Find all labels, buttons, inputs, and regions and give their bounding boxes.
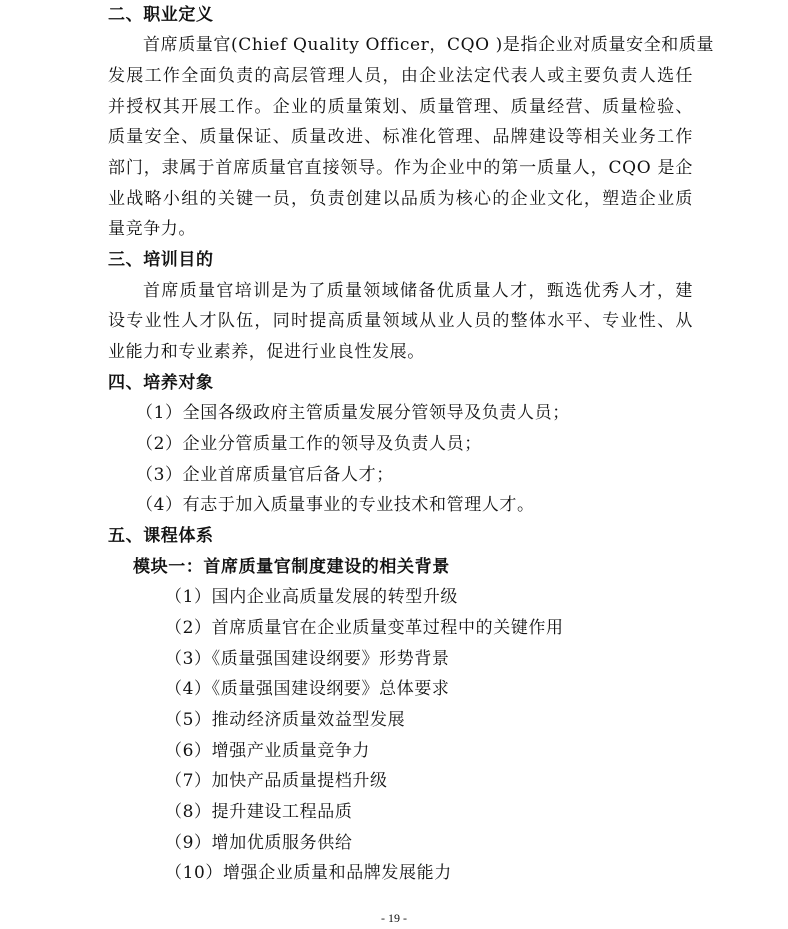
list-item: （4）有志于加入质量事业的专业技术和管理人才。 — [136, 495, 535, 515]
module-item: （3）《质量强国建设纲要》形势背景 — [165, 649, 450, 669]
paragraph-line: 发展工作全面负责的高层管理人员，由企业法定代表人或主要负责人选任 — [108, 66, 693, 86]
module-item: （8）提升建设工程品质 — [165, 802, 353, 822]
section-heading-definition: 二、职业定义 — [108, 5, 214, 25]
module-item: （2）首席质量官在企业质量变革过程中的关键作用 — [165, 618, 564, 638]
module-item: （6）增强产业质量竞争力 — [165, 741, 371, 761]
paragraph-line: 质量安全、质量保证、质量改进、标准化管理、品牌建设等相关业务工作 — [108, 127, 693, 147]
page-number: - 19 - — [381, 911, 407, 925]
module-item: （5）推动经济质量效益型发展 — [165, 710, 406, 730]
paragraph-line: 量竞争力。 — [108, 219, 196, 239]
list-item: （1）全国各级政府主管质量发展分管领导及负责人员； — [136, 403, 570, 423]
module-item: （9）增加优质服务供给 — [165, 833, 353, 853]
section-heading-purpose: 三、培训目的 — [108, 250, 214, 270]
module-item: （4）《质量强国建设纲要》总体要求 — [165, 679, 450, 699]
paragraph-line: 首席质量官(Chief Quality Officer，CQO )是指企业对质量安全和质量 — [143, 35, 715, 55]
paragraph-line: 并授权其开展工作。企业的质量策划、质量管理、质量经营、质量检验、 — [108, 97, 693, 117]
list-item: （3）企业首席质量官后备人才； — [136, 465, 394, 485]
module-item: （1）国内企业高质量发展的转型升级 — [165, 587, 459, 607]
section-heading-audience: 四、培养对象 — [108, 373, 214, 393]
paragraph-line: 首席质量官培训是为了质量领域储备优质量人才，甄选优秀人才，建 — [143, 281, 693, 301]
module-item: （10）增强企业质量和品牌发展能力 — [165, 863, 452, 883]
module-item: （7）加快产品质量提档升级 — [165, 771, 388, 791]
paragraph-line: 业战略小组的关键一员，负责创建以品质为核心的企业文化，塑造企业质 — [108, 189, 693, 209]
list-item: （2）企业分管质量工作的领导及负责人员； — [136, 434, 482, 454]
paragraph-line: 业能力和专业素养，促进行业良性发展。 — [108, 342, 425, 362]
paragraph-line: 部门，隶属于首席质量官直接领导。作为企业中的第一质量人，CQO 是企 — [108, 158, 693, 178]
module-title: 模块一：首席质量官制度建设的相关背景 — [133, 557, 450, 577]
section-heading-curriculum: 五、课程体系 — [108, 526, 214, 546]
paragraph-line: 设专业性人才队伍，同时提高质量领域从业人员的整体水平、专业性、从 — [108, 311, 693, 331]
